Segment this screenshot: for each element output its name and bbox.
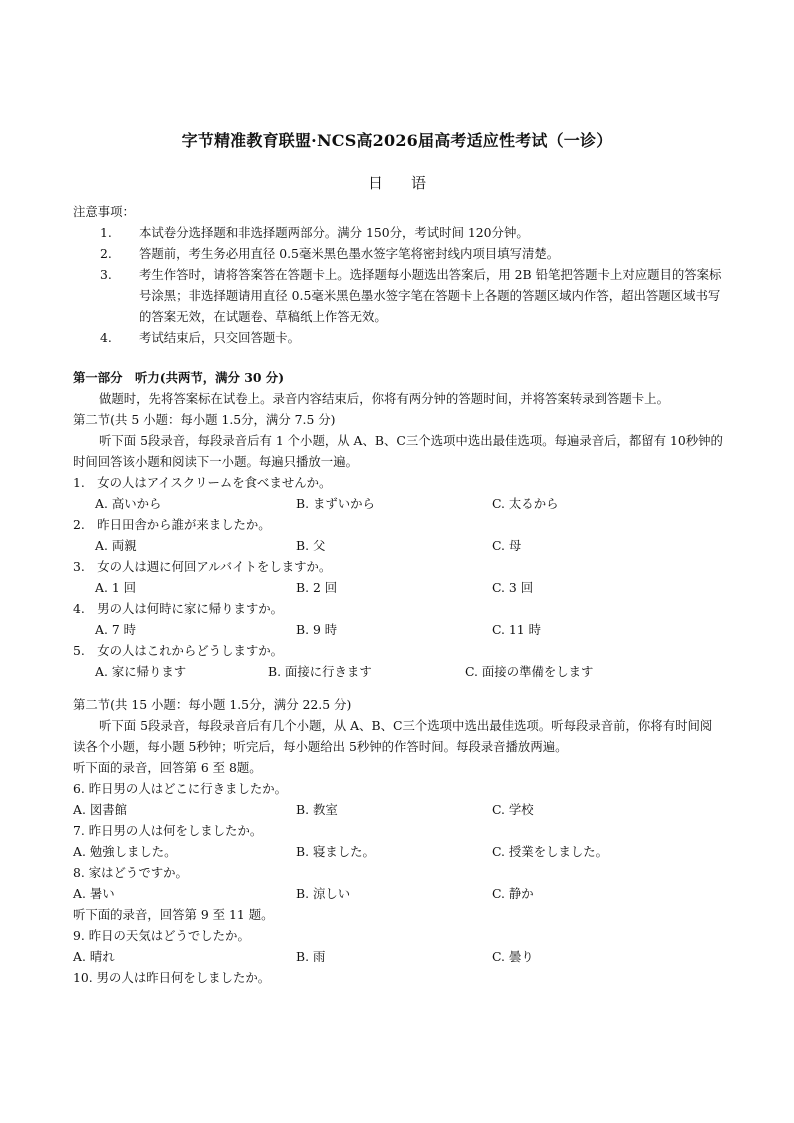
option-b: B. 教室: [296, 802, 338, 817]
section1-heading: 第二节(共 5 小题：每小题 1.5分，满分 7.5 分): [73, 412, 336, 427]
option-c: C. 11 時: [492, 622, 542, 637]
question-text: 10. 男の人は昨日何をしましたか。: [73, 970, 271, 985]
notice-number: 3.: [100, 267, 112, 282]
part1-intro: 做题时，先将答案标在试卷上。录音内容结束后，你将有两分钟的答题时间，并将答案转录到答题卡上。: [99, 391, 669, 406]
section2-heading: 第二节(共 15 小题：每小题 1.5分，满分 22.5 分): [73, 697, 352, 712]
option-a: A. 両親: [95, 538, 137, 553]
notice-text: 考生作答时，请将答案答在答题卡上。选择题每小题选出答案后，用 2B 铅笔把答题卡上对应题目的答案标号涂黑；非选择题请用直径 0.5毫米黑色墨水签字笔在答题卡上各题的答题区域内作答，超出答题区域书写的答案无效，在试题卷、草稿纸上作答无效。: [139, 267, 722, 324]
exam-title: 字节精准教育联盟·NCS高2026届高考适应性考试（一诊）: [181, 131, 613, 150]
section1-intro: 听下面 5段录音，每段录音后有 1 个小题，从 A、B、C三个选项中选出最佳选项。每遍录音后，都留有 10秒钟的时间回答该小题和阅读下一小题。每遍只播放一遍。: [73, 433, 723, 469]
question-text: 5. 女の人はこれからどうしますか。: [73, 643, 284, 658]
option-a: A. 7 時: [95, 622, 137, 637]
notice-number: 2.: [100, 246, 112, 261]
option-c: C. 3 回: [492, 580, 534, 595]
option-c: C. 太るから: [492, 496, 559, 511]
notice-item: [73, 327, 723, 348]
question-options: [73, 799, 723, 820]
notice-heading: 注意事项：: [73, 204, 135, 219]
part1-heading: 第一部分 听力(共两节，满分 30 分): [73, 370, 285, 385]
option-b: B. 父: [296, 538, 326, 553]
option-a: A. 暑い: [73, 886, 115, 901]
notice-item: [73, 243, 723, 264]
option-c: C. 面接の準備をします: [465, 664, 594, 679]
question-text: 9. 昨日の天気はどうでしたか。: [73, 928, 250, 943]
option-a: A. 1 回: [95, 580, 137, 595]
option-c: C. 学校: [492, 802, 534, 817]
question-options: [73, 883, 723, 904]
notice-text: 本试卷分选择题和非选择题两部分。满分 150分，考试时间 120分钟。: [139, 225, 529, 240]
notice-item: [73, 264, 723, 327]
notice-text: 考试结束后，只交回答题卡。: [139, 330, 301, 345]
option-b: B. 雨: [296, 949, 326, 964]
question-text: 6. 昨日男の人はどこに行きましたか。: [73, 781, 288, 796]
question-options: [73, 946, 723, 967]
option-c: C. 静か: [492, 886, 534, 901]
option-b: B. 寝ました。: [296, 844, 375, 859]
question-text: 4. 男の人は何時に家に帰りますか。: [73, 601, 284, 616]
notice-number: 4.: [100, 330, 112, 345]
subject-title: 日语: [367, 174, 454, 192]
option-a: A. 勉強しました。: [73, 844, 177, 859]
spacer: [73, 682, 723, 694]
section2-intro: 听下面 5段录音，每段录音后有几个小题，从 A、B、C三个选项中选出最佳选项。听每段录音前，你将有时间阅读各个小题，每小题 5秒钟；听完后，每小题给出 5秒钟的作答时间。每段录音播放两遍。: [73, 718, 713, 754]
notice-list: [73, 222, 723, 348]
option-c: C. 授業をしました。: [492, 844, 609, 859]
group-instruction: 听下面的录音，回答第 9 至 11 题。: [73, 907, 274, 922]
notice-text: 答题前，考生务必用直径 0.5毫米黑色墨水签字笔将密封线内项目填写清楚。: [139, 246, 560, 261]
option-a: A. 高いから: [95, 496, 162, 511]
question-options: [73, 661, 723, 682]
question-options: [73, 619, 723, 640]
option-b: B. 2 回: [296, 580, 338, 595]
question-options: [73, 535, 723, 556]
option-a: A. 図書館: [73, 802, 127, 817]
option-b: B. 面接に行きます: [268, 664, 372, 679]
question-text: 1. 女の人はアイスクリームを食べませんか。: [73, 475, 332, 490]
notice-number: 1.: [100, 225, 112, 240]
question-options: [73, 493, 723, 514]
option-a: A. 家に帰ります: [95, 664, 187, 679]
question-options: [73, 577, 723, 598]
option-a: A. 晴れ: [73, 949, 115, 964]
question-text: 7. 昨日男の人は何をしましたか。: [73, 823, 263, 838]
question-text: 8. 家はどうですか。: [73, 865, 188, 880]
option-b: B. 9 時: [296, 622, 338, 637]
option-c: C. 曇り: [492, 949, 534, 964]
question-text: 2. 昨日田舎から誰が来ましたか。: [73, 517, 271, 532]
question-options: [73, 841, 723, 862]
question-text: 3. 女の人は週に何回アルバイトをしますか。: [73, 559, 332, 574]
option-c: C. 母: [492, 538, 522, 553]
notice-item: [73, 222, 723, 243]
option-b: B. 涼しい: [296, 886, 351, 901]
option-b: B. まずいから: [296, 496, 375, 511]
exam-body: [73, 201, 723, 988]
group-instruction: 听下面的录音，回答第 6 至 8题。: [73, 760, 262, 775]
spacer: [73, 348, 723, 367]
